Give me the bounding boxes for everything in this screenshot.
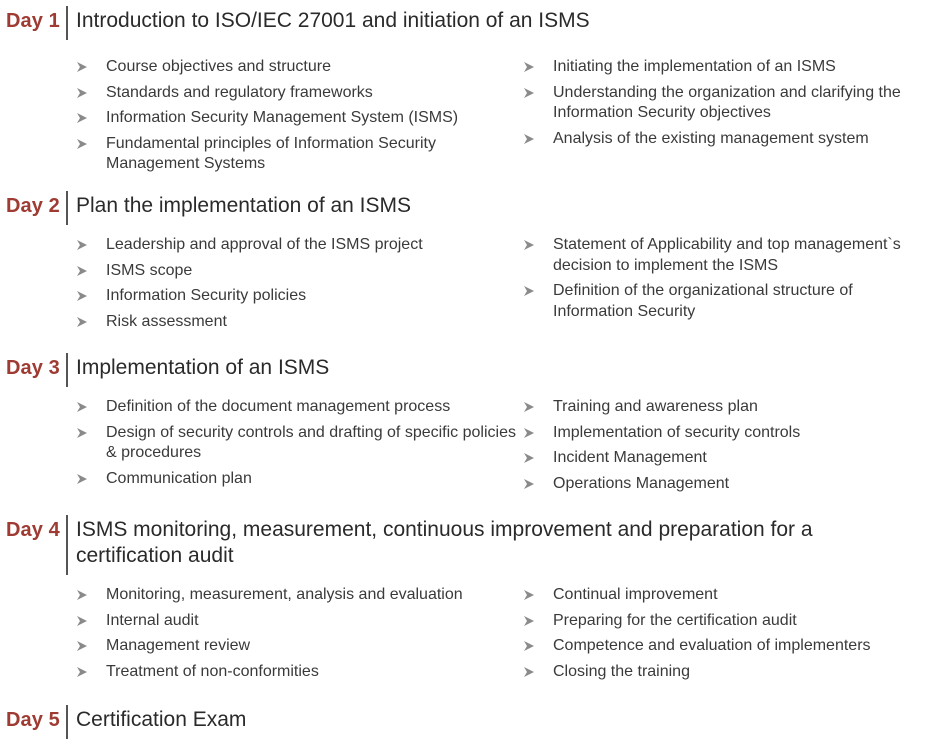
- day-section-4: [0, 513, 940, 680]
- topic-item: [523, 636, 938, 657]
- chevron-right-icon: [523, 589, 535, 601]
- topic-text: Leadership and approval of the ISMS project: [106, 236, 423, 253]
- topic-item: [76, 611, 506, 632]
- topic-item: [76, 235, 506, 256]
- topic-text: Fundamental principles of Information Security Management Systems: [106, 134, 436, 172]
- day-label: Day 5: [6, 709, 60, 731]
- topic-list-left: [76, 397, 516, 494]
- chevron-right-icon: [76, 290, 88, 302]
- day-title: Plan the implementation of an ISMS: [76, 194, 412, 217]
- chevron-right-icon: [76, 615, 88, 627]
- chevron-right-icon: [523, 133, 535, 145]
- topic-text: Operations Management: [553, 474, 730, 492]
- topic-text: Understanding the organization and clarifying the Information Security objectives: [553, 83, 901, 121]
- day-header: [0, 189, 940, 221]
- chevron-right-icon: [523, 239, 535, 251]
- day-header: [0, 513, 940, 567]
- topic-item: [76, 397, 506, 418]
- topic-item: [523, 585, 938, 606]
- chevron-right-icon: [76, 112, 88, 124]
- chevron-right-icon: [76, 473, 88, 485]
- chevron-right-icon: [76, 666, 88, 678]
- day-label: Day 1: [6, 10, 60, 32]
- topic-list-left: [76, 585, 506, 687]
- topic-item: [76, 57, 506, 78]
- topic-text: Risk assessment: [106, 312, 227, 330]
- chevron-right-icon: [76, 138, 88, 150]
- topic-list-left: [76, 235, 506, 337]
- day-section-1: [0, 4, 940, 172]
- chevron-right-icon: [523, 427, 535, 439]
- chevron-right-icon: [76, 61, 88, 73]
- chevron-right-icon: [76, 640, 88, 652]
- topic-text: ISMS scope: [106, 261, 193, 279]
- topic-text: Preparing for the certification audit: [553, 611, 797, 629]
- topic-text: Treatment of non-conformities: [106, 662, 319, 680]
- day-header: [0, 703, 940, 735]
- chevron-right-icon: [76, 87, 88, 99]
- topic-item: [523, 57, 938, 78]
- topic-item: [76, 83, 506, 104]
- chevron-right-icon: [76, 265, 88, 277]
- chevron-right-icon: [523, 615, 535, 627]
- day-header: [0, 4, 940, 36]
- topic-item: [523, 474, 938, 495]
- topic-text: Analysis of the existing management system: [553, 129, 869, 147]
- chevron-right-icon: [523, 401, 535, 413]
- day-divider: [66, 515, 68, 575]
- topic-list-right: [523, 397, 938, 499]
- topic-text: Initiating the implementation of an ISMS: [553, 58, 836, 75]
- topic-text: Statement of Applicability and top management`s decision to implement the ISMS: [553, 236, 901, 274]
- topic-text: Implementation of security controls: [553, 423, 801, 441]
- topic-text: Management review: [106, 637, 251, 654]
- topic-item: [76, 423, 531, 464]
- chevron-right-icon: [523, 61, 535, 73]
- topic-text: Information Security Management System (ISMS): [106, 109, 459, 126]
- day-header: [0, 351, 940, 383]
- topic-text: Information Security policies: [106, 287, 307, 304]
- chevron-right-icon: [76, 316, 88, 328]
- topic-item: [523, 397, 938, 418]
- chevron-right-icon: [523, 87, 535, 99]
- topic-item: [76, 134, 486, 175]
- day-divider: [66, 705, 68, 739]
- day-section-5: [0, 703, 940, 735]
- topic-item: [76, 261, 506, 282]
- topic-item: [523, 281, 913, 322]
- topic-item: [76, 585, 506, 606]
- day-label: Day 4: [6, 519, 60, 541]
- day-title: Introduction to ISO/IEC 27001 and initiation of an ISMS: [76, 9, 590, 32]
- topic-text: Closing the training: [553, 662, 690, 680]
- day-divider: [66, 191, 68, 225]
- topic-text: Course objectives and structure: [106, 58, 331, 75]
- topic-list-right: [523, 235, 938, 327]
- topic-item: [523, 662, 938, 683]
- topic-text: Communication plan: [106, 469, 252, 487]
- topic-list-left: [76, 57, 506, 180]
- topic-item: [76, 312, 506, 333]
- chevron-right-icon: [76, 401, 88, 413]
- day-title: Implementation of an ISMS: [76, 356, 330, 379]
- day-title: Certification Exam: [76, 708, 247, 731]
- topic-text: Definition of the organizational structure of Information Security: [553, 282, 853, 320]
- topic-text: Standards and regulatory frameworks: [106, 83, 373, 101]
- chevron-right-icon: [523, 285, 535, 297]
- topic-item: [76, 636, 506, 657]
- chevron-right-icon: [523, 666, 535, 678]
- chevron-right-icon: [523, 478, 535, 490]
- topic-item: [523, 129, 938, 150]
- day-label: Day 3: [6, 357, 60, 379]
- topic-item: [523, 235, 938, 276]
- topic-item: [76, 108, 506, 129]
- topic-list-right: [523, 585, 938, 687]
- topic-item: [76, 286, 506, 307]
- day-divider: [66, 6, 68, 40]
- topic-item: [76, 469, 506, 490]
- chevron-right-icon: [523, 640, 535, 652]
- chevron-right-icon: [76, 427, 88, 439]
- topic-item: [523, 448, 938, 469]
- topic-item: [523, 611, 938, 632]
- topic-item: [523, 83, 938, 124]
- topic-text: Design of security controls and drafting of specific policies & procedures: [106, 423, 516, 461]
- chevron-right-icon: [523, 452, 535, 464]
- day-label: Day 2: [6, 195, 60, 217]
- topic-text: Training and awareness plan: [553, 398, 758, 415]
- chevron-right-icon: [76, 239, 88, 251]
- day-section-3: [0, 351, 940, 492]
- topic-list-right: [523, 57, 938, 154]
- day-title: ISMS monitoring, measurement, continuous improvement and preparation for a certification audit: [76, 518, 813, 567]
- topic-text: Definition of the document management process: [106, 398, 451, 415]
- day-divider: [66, 353, 68, 387]
- topic-text: Internal audit: [106, 611, 199, 629]
- topic-text: Incident Management: [553, 449, 707, 466]
- topic-item: [523, 423, 938, 444]
- day-section-2: [0, 189, 940, 330]
- topic-item: [76, 662, 506, 683]
- topic-text: Competence and evaluation of implementers: [553, 637, 871, 654]
- chevron-right-icon: [76, 589, 88, 601]
- topic-text: Monitoring, measurement, analysis and evaluation: [106, 586, 463, 603]
- topic-text: Continual improvement: [553, 586, 718, 603]
